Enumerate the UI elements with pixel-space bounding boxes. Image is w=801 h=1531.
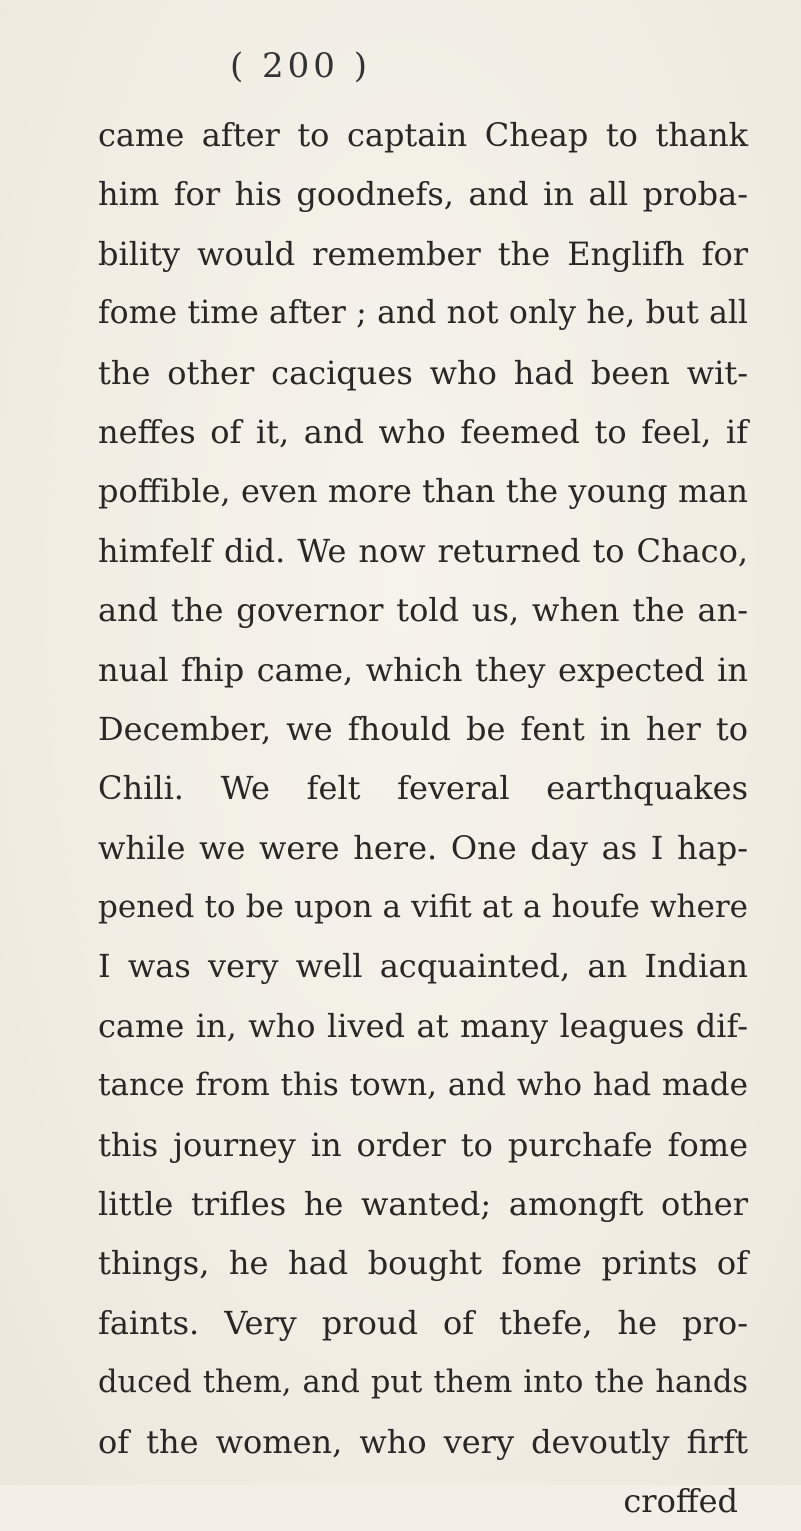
text-line: the other caciques who had been wit- (98, 353, 748, 392)
text-line: while we were here. One day as I hap- (98, 828, 748, 867)
text-line: this journey in order to purchafe fome (98, 1125, 748, 1164)
text-line: tance from this town, and who had made (98, 1067, 748, 1104)
text-line: him for his goodnefs, and in all proba- (98, 175, 748, 214)
text-line: nual fhip came, which they expected in (98, 650, 748, 689)
page-number: ( 200 ) (229, 46, 372, 86)
text-line: poffible, even more than the young man (98, 472, 748, 511)
body-text (98, 106, 748, 1531)
text-line: came in, who lived at many leagues dif- (98, 1006, 748, 1045)
text-line: and the governor told us, when the an- (98, 591, 748, 630)
text-line: came after to captain Cheap to thank (98, 116, 748, 154)
text-line: I was very well acquainted, an Indian (98, 947, 748, 986)
text-line: of the women, who very devoutly firft (98, 1422, 748, 1461)
text-line: fome time after ; and not only he, but all (98, 295, 748, 332)
text-line: pened to be upon a vifit at a houfe where (98, 889, 748, 926)
text-line: things, he had bought fome prints of (98, 1244, 748, 1283)
text-line: duced them, and put them into the hands (98, 1365, 748, 1401)
text-line: December, we fhould be fent in her to (98, 709, 748, 748)
catchword: croffed (623, 1481, 738, 1520)
text-line: Chili. We felt feveral earthquakes (98, 769, 748, 808)
text-line: faints. Very proud of thefe, he pro- (98, 1303, 748, 1342)
text-line: little trifles he wanted; amongft other (98, 1185, 748, 1224)
text-line: bility would remember the Englifh for (98, 234, 748, 273)
text-line: neffes of it, and who feemed to feel, if (98, 412, 748, 451)
text-line: himfelf did. We now returned to Chaco, (98, 531, 748, 570)
